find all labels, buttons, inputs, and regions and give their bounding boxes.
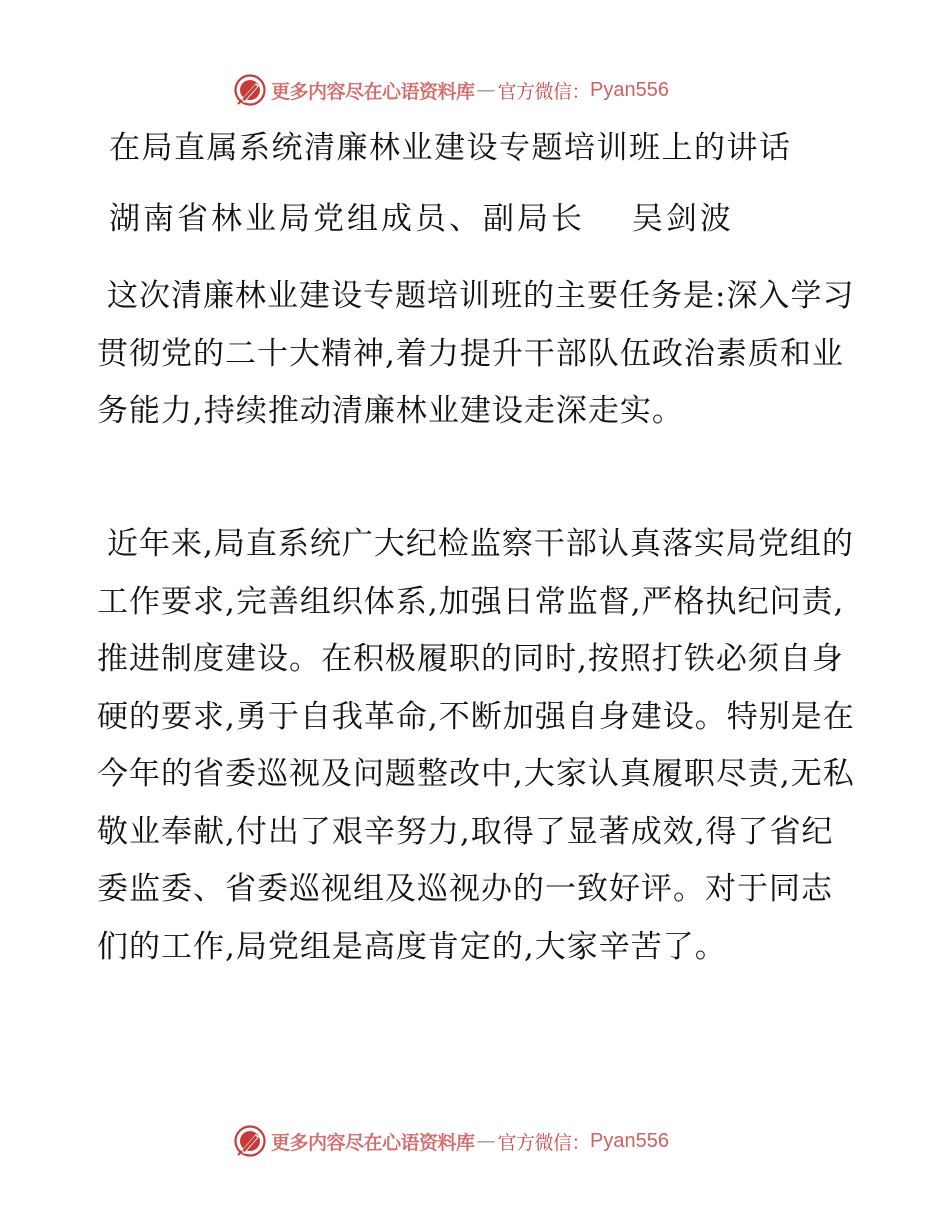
watermark-wechat-label: 官方微信： [497, 80, 591, 103]
document-title: 在局直属系统清廉林业建设专题培训班上的讲话 [109, 130, 792, 166]
body-paragraph-1: 这次清廉林业建设专题培训班的主要任务是:深入学习贯彻党的二十大精神,着力提升干部队伍政治素质和业务能力,持续推动清廉林业建设走深走实。 [97, 278, 855, 429]
watermark-separator: — [476, 1130, 496, 1152]
watermark-site-text: 更多内容尽在心语资料库 [271, 1131, 475, 1154]
red-pen-logo-icon [233, 73, 267, 107]
watermark-wechat-id: Pyan556 [590, 1129, 669, 1152]
watermark-wechat-id: Pyan556 [590, 78, 669, 101]
red-pen-logo-icon [233, 1124, 267, 1158]
watermark-site-text: 更多内容尽在心语资料库 [271, 80, 475, 103]
body-paragraph-2: 近年来,局直系统广大纪检监察干部认真落实局党组的工作要求,完善组织体系,加强日常监督,严格执纪问责,推进制度建设。在积极履职的同时,按照打铁必须自身硬的要求,勇于自我革命,不断加强自身建设。特别是在今年的省委巡视及问题整改中,大家认真履职尽责,无私敬业奉献,付出了艰辛努力,取得了显著成效,得了省纪委监委、省委巡视组及巡视办的一致好评。对于同志们的工作,局党组是高度肯定的,大家辛苦了。 [97, 526, 855, 965]
watermark-separator: — [476, 79, 496, 101]
document-author-line: 湖南省林业局党组成员、副局长 吴剑波 [109, 201, 734, 237]
watermark-wechat-label: 官方微信： [497, 1131, 591, 1154]
watermark-footer [233, 1121, 669, 1161]
watermark-header [233, 70, 669, 110]
